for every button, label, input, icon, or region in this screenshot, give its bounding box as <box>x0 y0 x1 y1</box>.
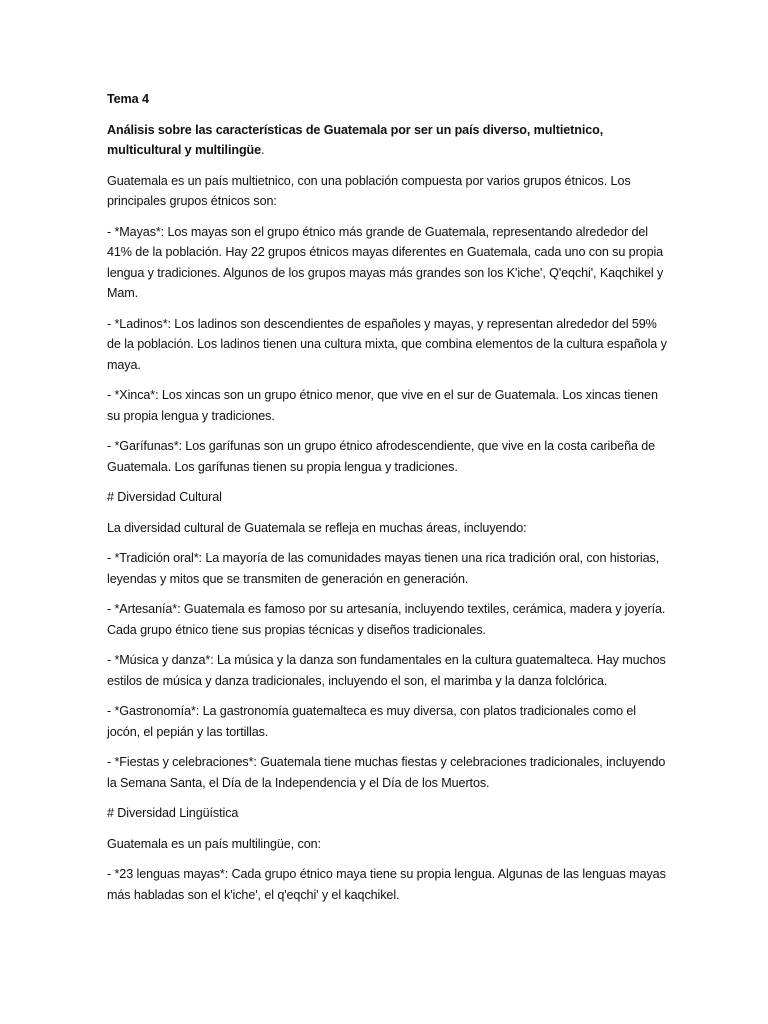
section-heading-cultural: # Diversidad Cultural <box>107 490 222 504</box>
list-item-ladinos: - *Ladinos*: Los ladinos son descendientes de españoles y mayas, y representan alrededor del 59% de la población. Los ladinos tienen una cultura mixta, que combina elementos de la cultura española y maya. <box>107 316 667 372</box>
list-item-fiestas: - *Fiestas y celebraciones*: Guatemala tiene muchas fiestas y celebraciones tradicionales, incluyendo la Semana Santa, el Día de la Independencia y el Día de los Muertos. <box>107 755 666 790</box>
list-item-garifunas: - *Garífunas*: Los garífunas son un grupo étnico afrodescendiente, que vive en la costa caribeña de Guatemala. Los garífunas tienen su propia lengua y tradiciones. <box>107 439 656 474</box>
list-item-lenguas-mayas: - *23 lenguas mayas*: Cada grupo étnico maya tiene su propia lengua. Algunas de las lenguas mayas más habladas son el k'iche', el q'eqchi' y el kaqchikel. <box>107 867 666 902</box>
intro-paragraph: Guatemala es un país multietnico, con una población compuesta por varios grupos étnicos. Los principales grupos étnicos son: <box>107 173 631 208</box>
document-subtitle <box>107 120 667 161</box>
list-item-gastronomia: - *Gastronomía*: La gastronomía guatemalteca es muy diversa, con platos tradicionales como el jocón, el pepián y las tortillas. <box>107 704 637 739</box>
list-item-mayas: - *Mayas*: Los mayas son el grupo étnico más grande de Guatemala, representando alrededor del 41% de la población. Hay 22 grupos étnicos mayas diferentes en Guatemala, cada uno con su propia lengua y tradiciones. Algunos de los grupos mayas más grandes son los K'iche', Q'eqchi', Kaqchikel y Mam. <box>107 224 664 300</box>
list-item-musica-danza: - *Música y danza*: La música y la danza son fundamentales en la cultura guatemalteca. Hay muchos estilos de música y danza tradicionales, incluyendo el son, el marimba y la danza folclórica. <box>107 653 666 688</box>
document-body <box>107 89 667 915</box>
subtitle-period: . <box>261 143 265 157</box>
list-item-tradicion-oral: - *Tradición oral*: La mayoría de las comunidades mayas tienen una rica tradición oral, con historias, leyendas y mitos que se transmiten de generación en generación. <box>107 551 660 586</box>
list-item-xinca: - *Xinca*: Los xincas son un grupo étnico menor, que vive en el sur de Guatemala. Los xincas tienen su propia lengua y tradiciones. <box>107 388 658 423</box>
list-item-artesania: - *Artesanía*: Guatemala es famoso por su artesanía, incluyendo textiles, cerámica, madera y joyería. Cada grupo étnico tiene sus propias técnicas y diseños tradicionales. <box>107 602 666 637</box>
cultural-intro-paragraph: La diversidad cultural de Guatemala se refleja en muchas áreas, incluyendo: <box>107 520 527 535</box>
document-heading: Tema 4 <box>107 92 149 106</box>
subtitle-bold-text: Análisis sobre las características de Guatemala por ser un país diverso, multietnico, multicultural y multilingüe <box>107 122 604 157</box>
linguistic-intro-paragraph: Guatemala es un país multilingüe, con: <box>107 836 321 851</box>
section-heading-linguistica: # Diversidad Lingüística <box>107 806 239 820</box>
